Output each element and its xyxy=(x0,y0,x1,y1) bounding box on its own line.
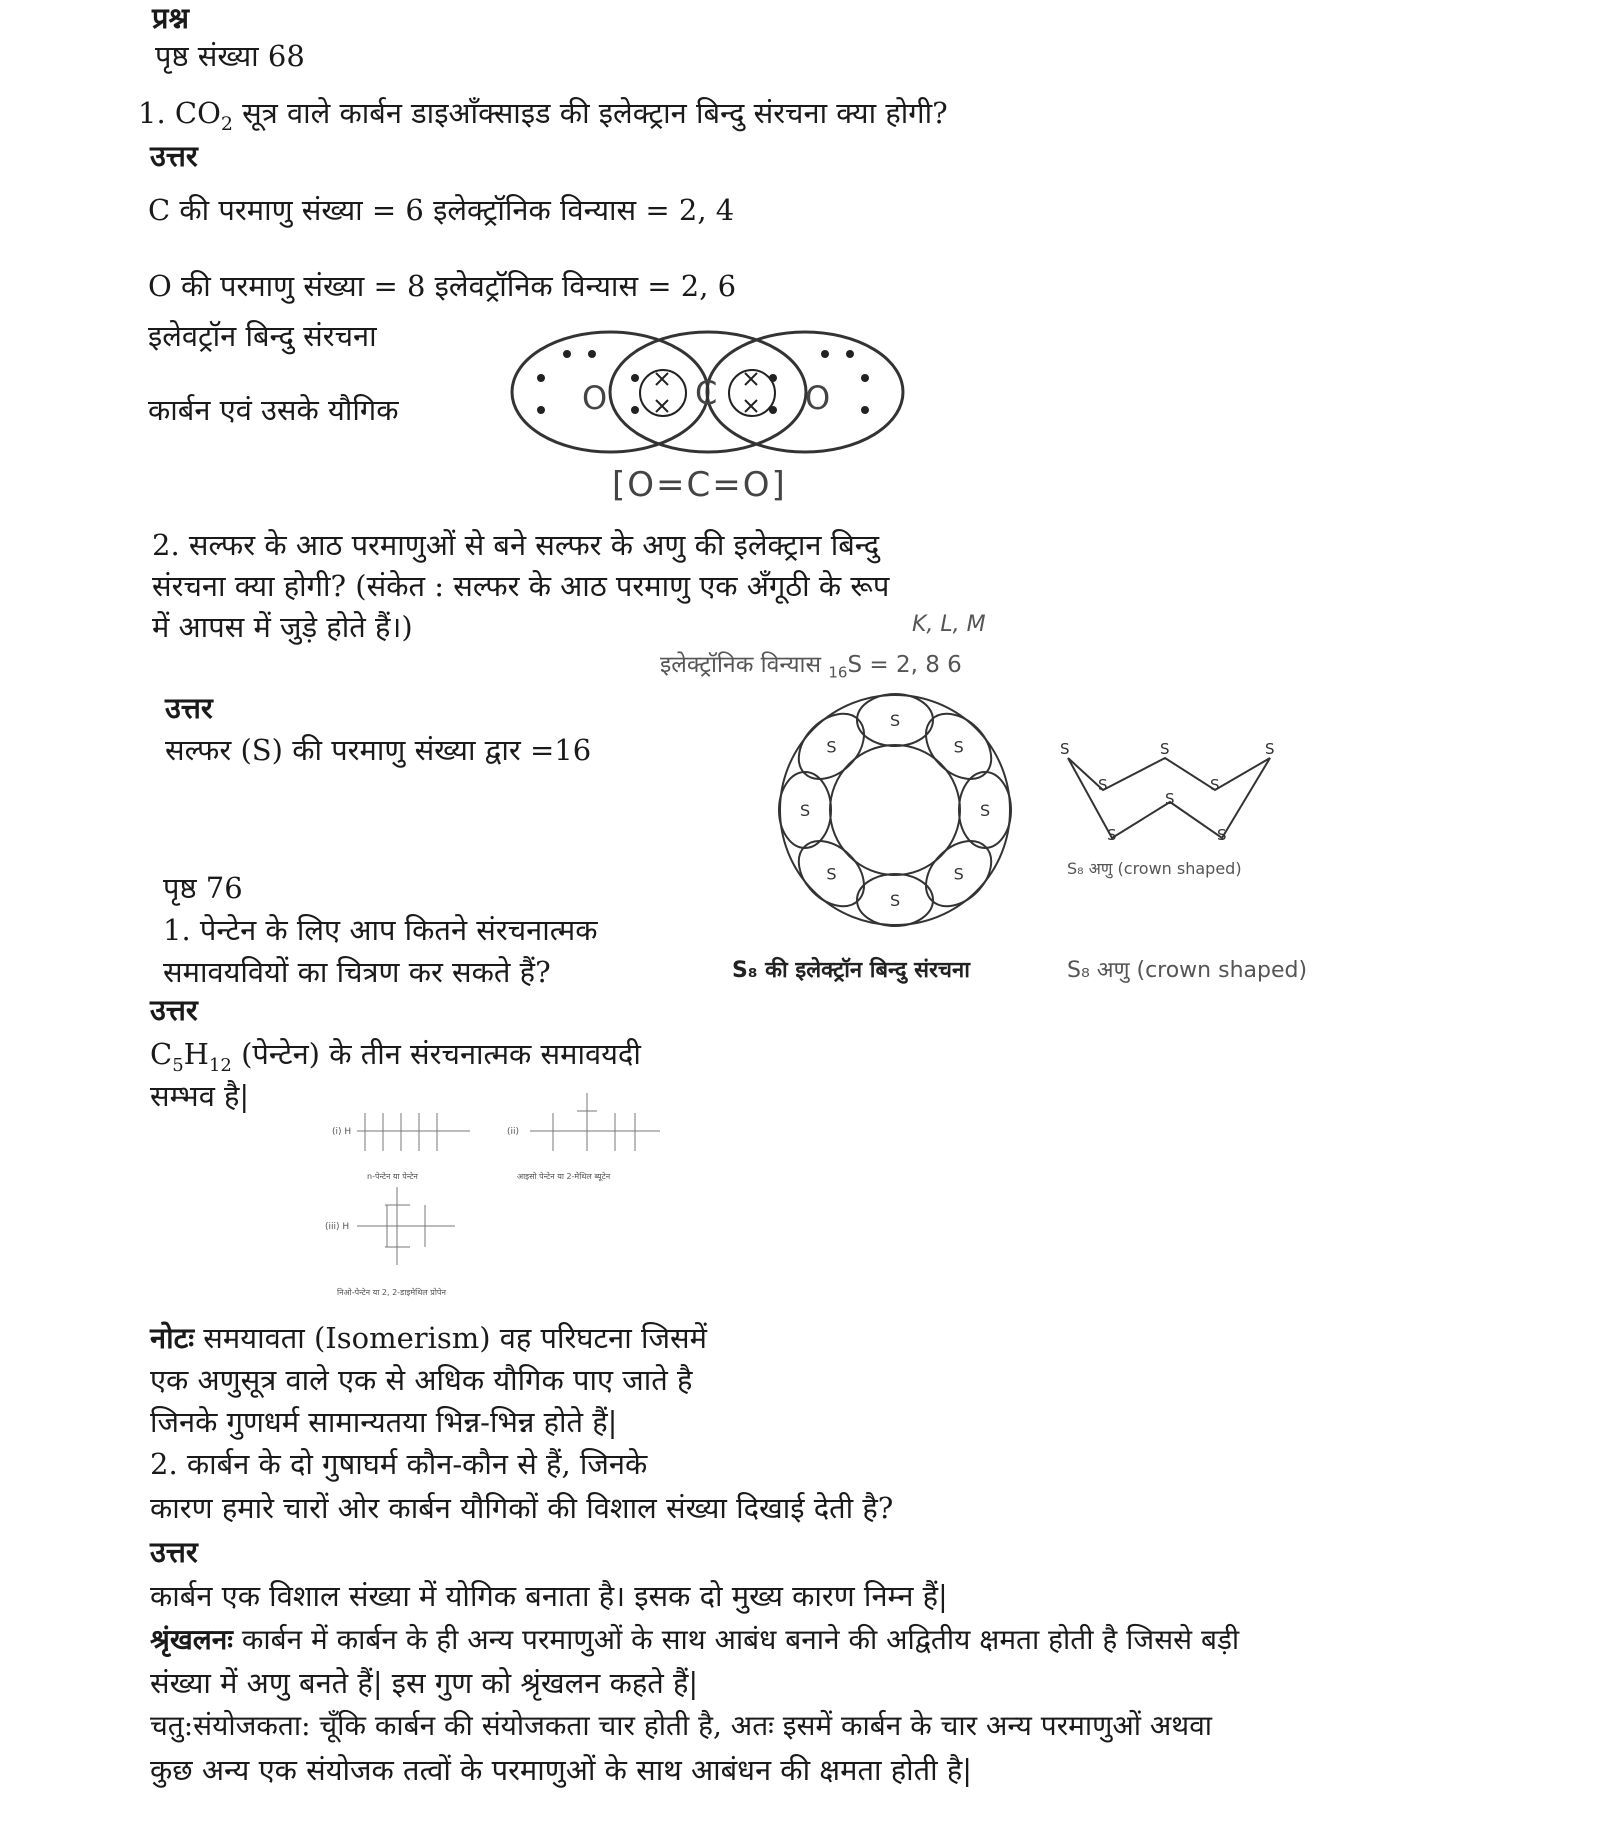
answer-4-line-1: कार्बन एक विशाल संख्या में योगिक बनाता है। इसक दो मुख्य कारण निम्न हैं| xyxy=(150,1579,948,1613)
page-ref-76: पृष्ठ 76 xyxy=(163,871,243,905)
svg-text:(i) H: (i) H xyxy=(332,1127,352,1137)
question-2-line-2: संरचना क्या होगी? (संकेत : सल्फर के आठ परमाणु एक अँगूठी के रूप xyxy=(152,569,890,603)
sulfur-atom-label: S xyxy=(890,891,901,910)
isopentane-structure xyxy=(507,1093,660,1151)
catenation-line-1: श्रृंखलनः कार्बन में कार्बन के ही अन्य परमाणुओं के साथ आबंध बनाने की अद्वितीय क्षमता होती है जिससे बड़ी xyxy=(150,1623,1240,1656)
neopentane-structure xyxy=(325,1187,455,1265)
crown-sulfur-atom: S xyxy=(1107,826,1117,844)
crown-sulfur-atom: S xyxy=(1217,826,1227,844)
s8-crown-caption: S₈ अणु (crown shaped) xyxy=(1067,958,1308,983)
page-ref-68: पृष्ठ संख्या 68 xyxy=(155,39,305,73)
question-4-line-1: 2. कार्बन के दो गुषाघर्म कौन-कौन से हैं, जिनके xyxy=(150,1447,648,1481)
heading: प्रश्न xyxy=(152,1,190,35)
s8-ring-diagram xyxy=(755,685,1035,945)
s8-small-caption: S₈ अणु (crown shaped) xyxy=(1067,859,1242,878)
n-pentane-caption: n-पेन्टेन या पेन्टेन xyxy=(367,1172,418,1181)
svg-text:(ii): (ii) xyxy=(507,1127,520,1137)
s8-crown-diagram xyxy=(1055,740,1285,855)
sulfur-atom-label: S xyxy=(826,737,837,757)
note-line-2: एक अणुसूत्र वाले एक से अधिक यौगिक पाए जाते है xyxy=(150,1363,693,1397)
tetravalency-line-1: चतु:संयोजकता: चूँकि कार्बन की संयोजकता चार होती है, अतः इसमें कार्बन के चार अन्य परमाणुओं अथवा xyxy=(150,1709,1213,1742)
sulfur-atom-label: S xyxy=(980,801,991,820)
sulfur-config: इलेक्ट्रॉनिक विन्यास $_{16}$S = 2, 8 6 xyxy=(660,652,962,682)
crown-sulfur-atom: S xyxy=(1060,740,1070,758)
atom-c: C xyxy=(695,374,718,412)
question-2-line-1: 2. सल्फर के आठ परमाणुओं से बने सल्फर के अणु की इलेक्ट्रान बिन्दु xyxy=(152,528,880,562)
atom-o-left: O xyxy=(582,379,608,417)
question-3-line-1: 1. पेन्टेन के लिए आप कितने संरचनात्मक xyxy=(163,913,598,947)
tetravalency-line-2: कुछ अन्य एक संयोजक तत्वों के परमाणुओं के साथ आबंधन की क्षमता होती है| xyxy=(150,1753,973,1787)
note-line-3: जिनके गुणधर्म सामान्यतया भिन्न-भिन्न होते हैं| xyxy=(150,1405,618,1439)
answer-label-2: उत्तर xyxy=(165,691,213,725)
answer-label-1: उत्तर xyxy=(150,139,198,173)
crown-sulfur-atom: S xyxy=(1160,740,1170,758)
sulfur-atom-label: S xyxy=(890,711,901,730)
s8-ring-caption: S₈ की इलेक्ट्रॉन बिन्दु संरचना xyxy=(732,958,970,983)
co2-structural-formula: [O=C=O] xyxy=(612,465,787,505)
note-line-1: नोटः समयावता (Isomerism) वह परिघटना जिसमें xyxy=(150,1321,707,1355)
atom-o-right: O xyxy=(805,379,831,417)
shell-labels: K, L, M xyxy=(912,612,986,637)
answer-1-electron-dot: इलेवट्रॉन बिन्दु संरचना xyxy=(148,319,377,353)
sulfur-atom-label: S xyxy=(953,864,964,884)
answer-1-carbon: C की परमाणु संख्या = 6 इलेक्ट्रॉनिक विन्यास = 2, 4 xyxy=(148,193,735,227)
answer-3-line-1: $C_5H_{12}$ (पेन्टेन) के तीन संरचनात्मक समावयदी xyxy=(150,1037,641,1076)
crown-sulfur-atom: S xyxy=(1098,776,1108,794)
answer-2-line-1: सल्फर (S) की परमाणु संख्या द्वार =16 xyxy=(165,733,592,767)
question-2-line-3: में आपस में जुड़े होते हैं।) xyxy=(152,610,413,644)
question-3-line-2: समावयवियों का चित्रण कर सकते हैं? xyxy=(163,955,551,989)
pentane-isomers-diagram xyxy=(325,1075,685,1315)
crown-sulfur-atom: S xyxy=(1165,790,1175,808)
sulfur-atom-label: S xyxy=(800,801,811,820)
crown-sulfur-atom: S xyxy=(1210,776,1220,794)
isopentane-caption: आइसो पेन्टेन या 2-मेथिल ब्यूटेन xyxy=(517,1172,611,1181)
question-4-line-2: कारण हमारे चारों ओर कार्बन यौगिकों की विशाल संख्या दिखाई देती है? xyxy=(150,1491,894,1525)
n-pentane-structure xyxy=(332,1113,470,1151)
catenation-line-2: संख्या में अणु बनते हैं| इस गुण को श्रृंखलन कहते हैं| xyxy=(150,1666,699,1700)
answer-label-4: उत्तर xyxy=(150,1535,198,1569)
sulfur-atom-label: S xyxy=(826,864,837,884)
answer-label-3: उत्तर xyxy=(150,993,198,1027)
sulfur-atom-label: S xyxy=(953,737,964,757)
answer-1-oxygen: O की परमाणु संख्या = 8 इलेवट्रॉनिक विन्यास = 2, 6 xyxy=(148,269,737,303)
crown-sulfur-atom: S xyxy=(1265,740,1275,758)
answer-3-line-2: सम्भव है| xyxy=(150,1079,250,1113)
answer-1-carbon-compounds: कार्बन एवं उसके यौगिक xyxy=(148,393,399,427)
svg-text:(iii) H: (iii) H xyxy=(325,1222,350,1232)
neopentane-caption: निओ-पेन्टेन या 2, 2-डाइमेथिल प्रोपेन xyxy=(337,1288,446,1297)
question-1: 1. $CO_2$ सूत्र वाले कार्बन डाइऑंक्साइड की इलेक्ट्रान बिन्दु संरचना क्या होगी? xyxy=(138,96,948,135)
